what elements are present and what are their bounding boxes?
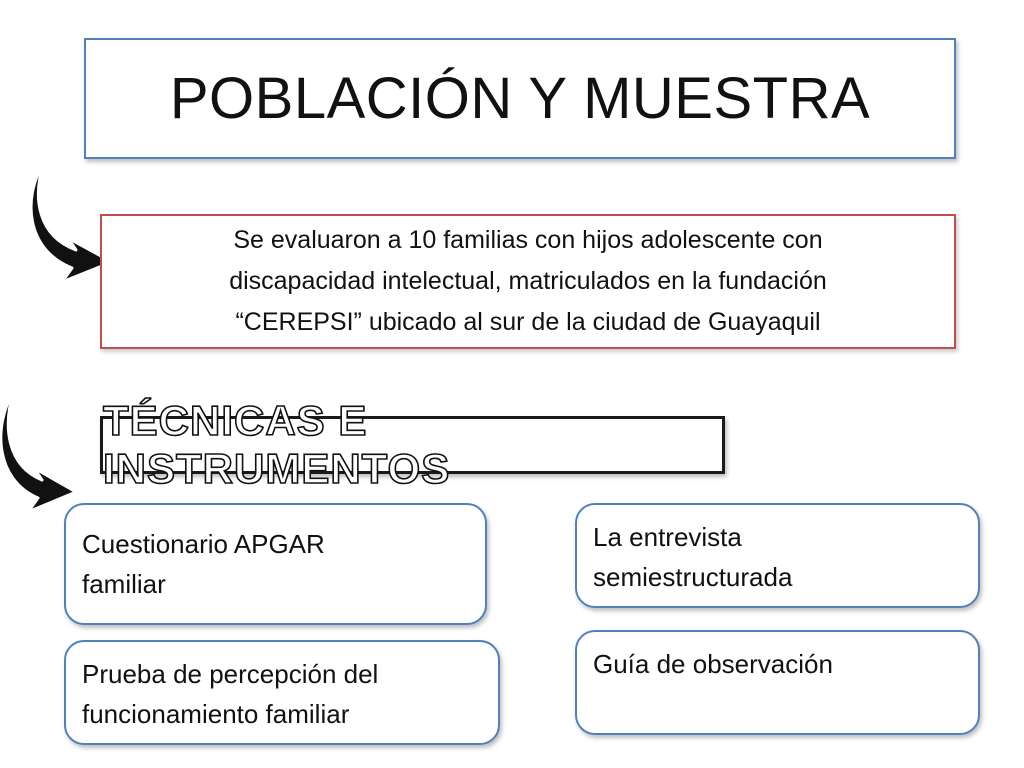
instrument-card-prueba [64, 640, 500, 745]
description-line: Se evaluaron a 10 familias con hijos adolescente con [233, 226, 823, 254]
instrument-card-line: semiestructurada [593, 562, 793, 592]
description-text [229, 220, 827, 343]
slide-title: POBLACIÓN Y MUESTRA [169, 66, 871, 131]
instrument-card-line: Prueba de percepción del [82, 659, 379, 689]
instrument-card-observacion [575, 630, 980, 735]
instrument-card-line: Guía de observación [593, 649, 833, 679]
section-heading-box [100, 397, 725, 492]
description-line: discapacidad intelectual, matriculados en la fundación [229, 267, 827, 295]
instrument-card-line: familiar [82, 569, 166, 599]
instrument-card-line: Cuestionario APGAR [82, 529, 325, 559]
section-heading: TÉCNICAS E INSTRUMENTOS [103, 397, 451, 492]
curved-arrow-icon [0, 386, 80, 516]
description-line: “CEREPSI” ubicado al sur de la ciudad de Guayaquil [235, 308, 821, 336]
instrument-card-apgar [64, 503, 487, 625]
instrument-card-entrevista [575, 503, 980, 608]
instrument-card-line: funcionamiento familiar [82, 699, 350, 729]
instrument-card-line: La entrevista [593, 522, 742, 552]
title-box [84, 38, 956, 159]
description-box [100, 214, 956, 349]
